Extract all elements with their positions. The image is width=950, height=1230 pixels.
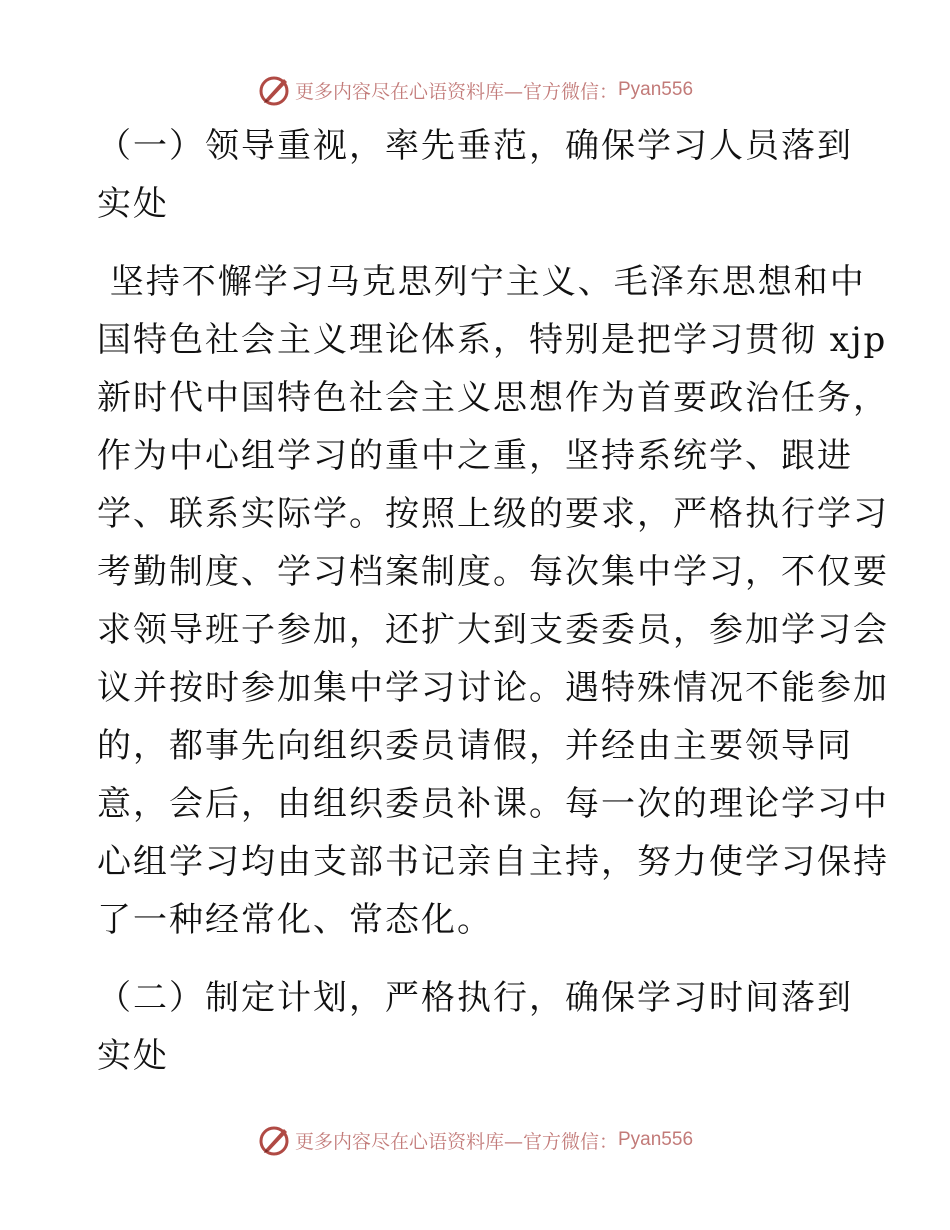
body-paragraph [97, 253, 889, 949]
header-banner [0, 70, 950, 110]
paragraph-line: 作为中心组学习的重中之重，坚持系统学、跟进 [97, 436, 853, 476]
paragraph-line: 学、联系实际学。按照上级的要求，严格执行学习 [97, 494, 889, 534]
paragraph-line: 国特色社会主义理论体系，特别是把学习贯彻 xjp [97, 320, 888, 360]
paragraph-line: 了一种经常化、常态化。 [97, 900, 493, 940]
paragraph-line: 的，都事先向组织委员请假，并经由主要领导同 [97, 726, 853, 766]
paragraph-line: 新时代中国特色社会主义思想作为首要政治任务， [97, 378, 889, 418]
heading-line: （一）领导重视，率先垂范，确保学习人员落到 [97, 126, 853, 166]
footer-banner [0, 1120, 950, 1160]
banner-wechat-id: Pyan556 [618, 1129, 694, 1150]
paragraph-line: 坚持不懈学习马克思列宁主义、毛泽东思想和中 [97, 262, 866, 302]
paragraph-line: 意，会后，由组织委员补课。每一次的理论学习中 [97, 784, 889, 824]
banner-text: 更多内容尽在心语资料库—官方微信： [294, 80, 618, 103]
section-heading-1 [97, 117, 857, 233]
document-body [97, 117, 889, 1085]
quill-pen-logo-icon [257, 72, 293, 108]
paragraph-line: 求领导班子参加，还扩大到支委委员，参加学习会 [97, 610, 889, 650]
banner-text: 更多内容尽在心语资料库—官方微信： [294, 1130, 618, 1153]
paragraph-line: 议并按时参加集中学习讨论。遇特殊情况不能参加 [97, 668, 889, 708]
heading-line: （二）制定计划，严格执行，确保学习时间落到 [97, 978, 853, 1018]
section-heading-2 [97, 969, 857, 1085]
quill-pen-logo-icon [257, 1122, 293, 1158]
heading-line: 实处 [97, 184, 169, 224]
heading-line: 实处 [97, 1036, 169, 1076]
paragraph-line: 考勤制度、学习档案制度。每次集中学习，不仅要 [97, 552, 889, 592]
paragraph-line: 心组学习均由支部书记亲自主持，努力使学习保持 [97, 842, 889, 882]
banner-wechat-id: Pyan556 [618, 79, 694, 100]
